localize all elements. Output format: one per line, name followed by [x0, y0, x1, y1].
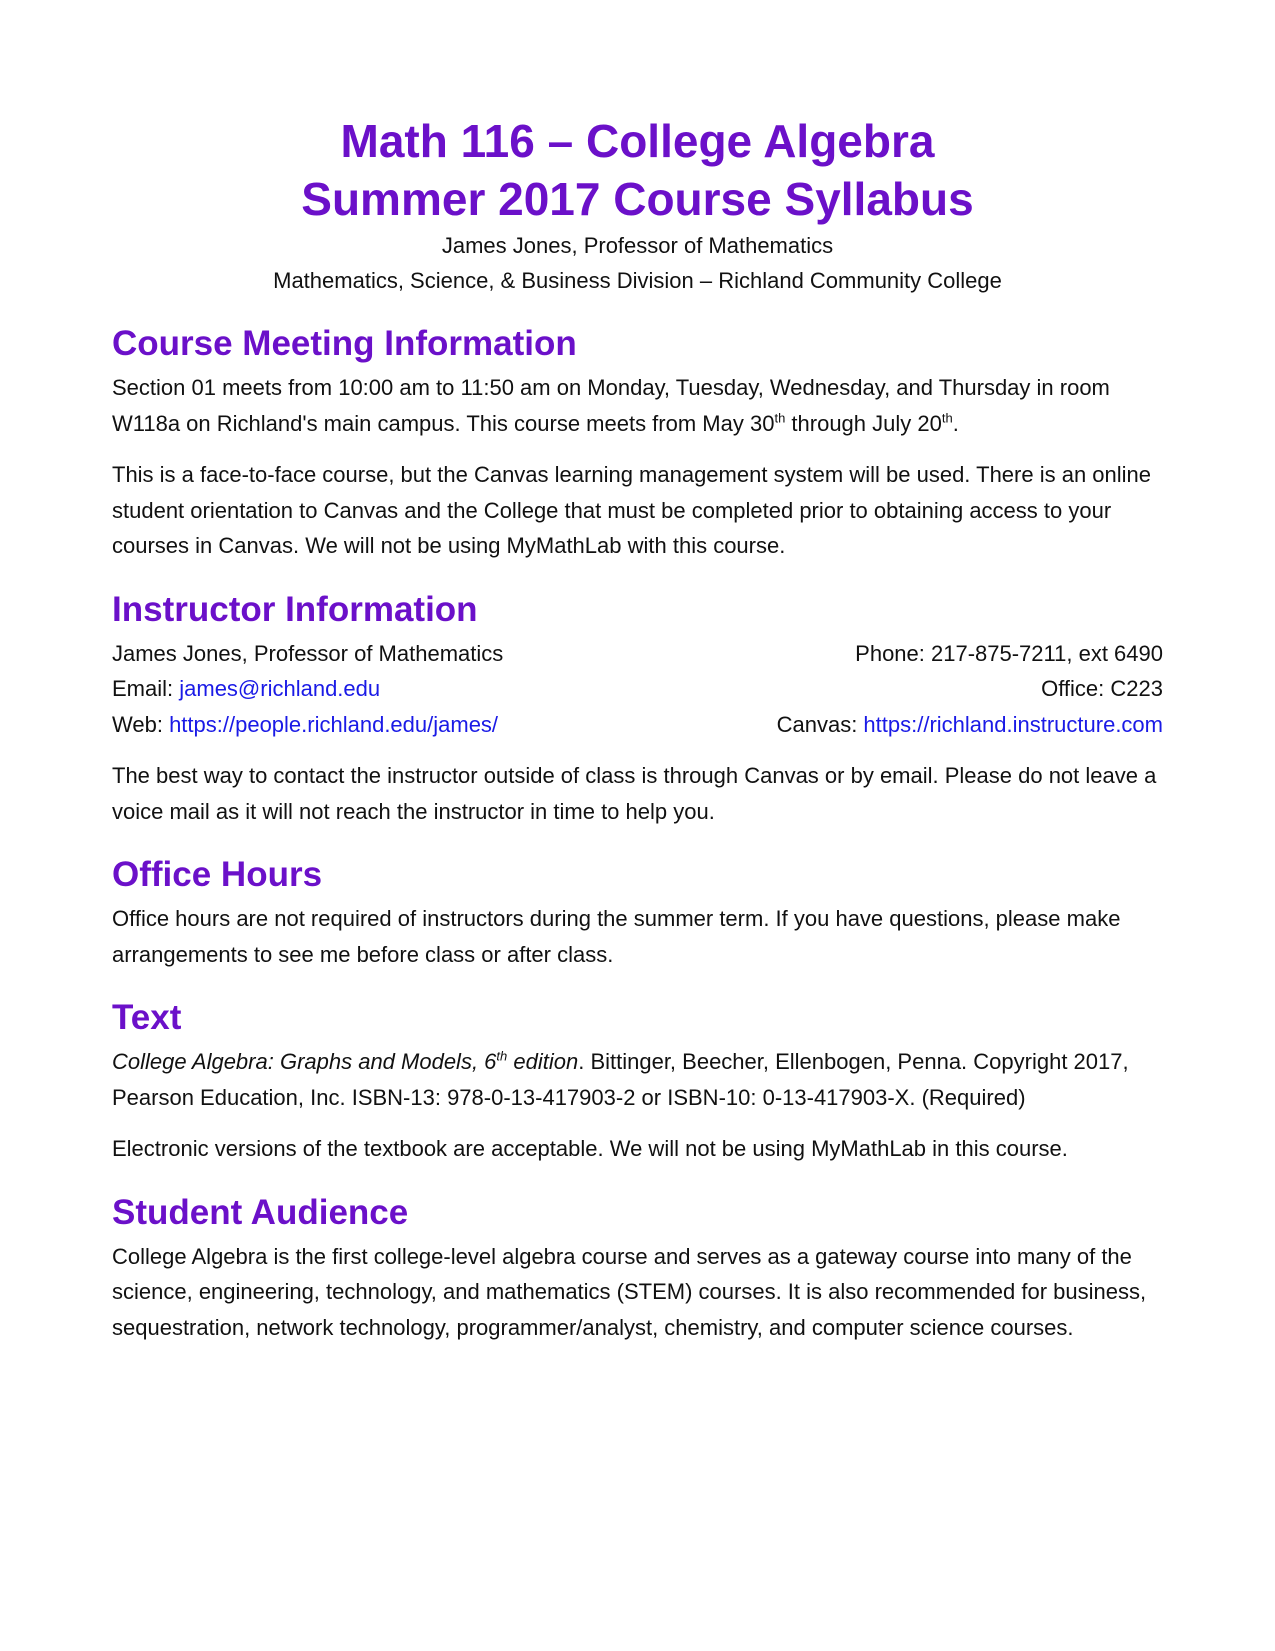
instructor-info-grid [112, 636, 1163, 743]
instructor-subtitle: James Jones, Professor of Mathematics [441, 233, 834, 258]
contact-note: The best way to contact the instructor outside of class is through Canvas or by email. Please do not leave a voice mail as it will not reach the instructor in time to help you. [112, 763, 1157, 824]
book-title [112, 1049, 578, 1074]
instructor-web-row [112, 707, 638, 743]
web-link[interactable]: https://people.richland.edu/james/ [169, 711, 499, 737]
superscript: th [496, 1048, 508, 1064]
office-hours-text: Office hours are not required of instructors during the summer term. If you have questions, please make arrangements to see me before class or after class. [112, 906, 1121, 967]
instructor-name: James Jones, Professor of Mathematics [112, 640, 504, 666]
meeting-text-part2: through July 20 [785, 410, 942, 436]
email-label: Email: [112, 676, 180, 701]
web-label: Web: [112, 711, 170, 737]
division-subtitle: Mathematics, Science, & Business Division – Richland Community College [273, 268, 1002, 293]
canvas-label: Canvas: [776, 711, 864, 737]
instructor-email-row [112, 671, 638, 707]
meeting-paragraph-canvas: This is a face-to-face course, but the Canvas learning management system will be used. There is an online student orientation to Canvas and the College that must be completed prior to obtaining access to your courses in Canvas. We will not be using MyMathLab with this course. [112, 462, 1152, 558]
canvas-link[interactable]: https://richland.instructure.com [863, 711, 1163, 737]
section-heading-meeting: Course Meeting Information [112, 324, 577, 363]
page-title [112, 112, 1163, 228]
instructor-office: Office: C223 [1041, 676, 1163, 701]
section-heading-instructor: Instructor Information [112, 589, 478, 629]
electronic-note: Electronic versions of the textbook are acceptable. We will not be using MyMathLab in this course. [112, 1136, 1068, 1161]
audience-text: College Algebra is the first college-level algebra course and serves as a gateway course into many of the science, engineering, technology, and mathematics (STEM) courses. It is also recommended for business, sequestration, network technology, programmer/analyst, chemistry, and computer science courses. [112, 1243, 1147, 1340]
book-edition: edition [507, 1049, 579, 1074]
instructor-phone: Phone: 217-875-7211, ext 6490 [855, 640, 1163, 666]
superscript: th [941, 410, 953, 426]
book-title-text: College Algebra: Graphs and Models, 6 [112, 1049, 497, 1074]
textbook-citation [112, 1044, 1163, 1115]
section-heading-text: Text [112, 998, 182, 1037]
instructor-canvas-row [638, 707, 1164, 743]
title-line-2: Summer 2017 Course Syllabus [301, 173, 974, 225]
book-details: . Bittinger, Beecher, Ellenbogen, Penna. Copyright 2017, Pearson Education, Inc. ISBN-13: 978-0-13-417903-2 or ISBN-10: 0-13-417903-X. (Required) [112, 1049, 1129, 1110]
email-link[interactable]: james@richland.edu [179, 676, 381, 701]
meeting-paragraph-schedule [112, 370, 1163, 441]
title-line-1: Math 116 – College Algebra [340, 115, 935, 167]
meeting-text-part1: Section 01 meets from 10:00 am to 11:50 am on Monday, Tuesday, Wednesday, and Thursday in room W118a on Richland's main campus. This course meets from May 30 [112, 375, 1110, 436]
section-heading-office-hours: Office Hours [112, 855, 323, 894]
section-heading-audience: Student Audience [112, 1192, 409, 1232]
meeting-text-part3: . [952, 410, 959, 436]
superscript: th [774, 410, 786, 426]
